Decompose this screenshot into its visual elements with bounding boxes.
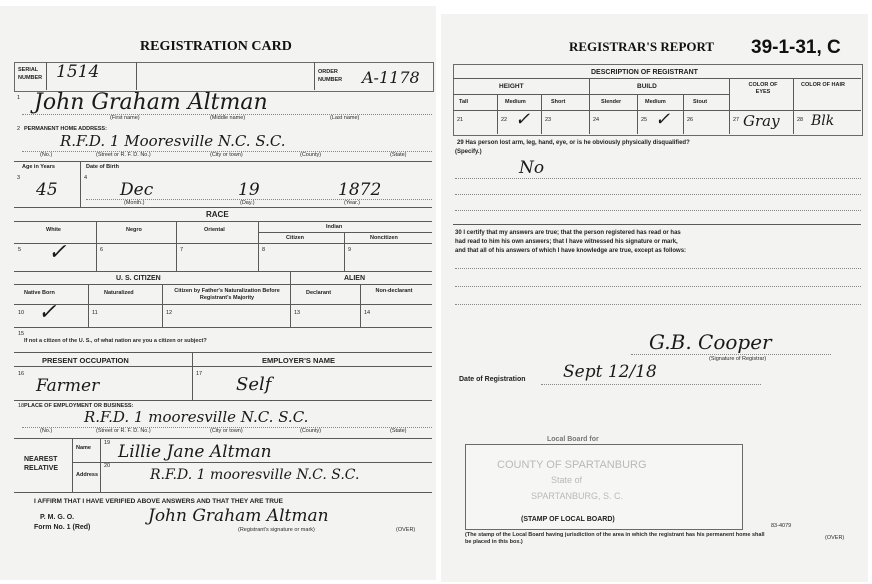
field-number: 26 — [687, 117, 694, 123]
last-name-label: (Last name) — [330, 115, 360, 121]
divider — [136, 62, 137, 90]
us-citizen-label: U. S. CITIZEN — [116, 275, 161, 282]
field-number: 28 — [797, 117, 804, 123]
divider — [314, 62, 315, 90]
certify-text-line-1: 30 I certify that my answers are true; that the person registered has read or has — [455, 230, 681, 236]
age-value: 45 — [36, 180, 58, 200]
local-board-header: Local Board for — [547, 436, 599, 443]
place-county-label: (County) — [300, 428, 322, 434]
relative-name-value: Lillie Jane Altman — [118, 442, 272, 462]
divider — [793, 78, 794, 134]
home-address-value: R.F.D. 1 Mooresville N.C. S.C. — [60, 132, 286, 150]
height-medium-label: Medium — [505, 99, 526, 105]
form-id-line-1: P. M. G. O. — [40, 514, 75, 521]
dob-label: Date of Birth — [86, 164, 119, 170]
divider — [72, 438, 73, 492]
field-number: 13 — [294, 310, 301, 316]
divider — [258, 232, 432, 233]
native-born-checkmark: ✓ — [38, 300, 57, 325]
hair-label: COLOR OF HAIR — [801, 82, 845, 88]
divider — [589, 78, 590, 134]
order-number-value: A-1178 — [362, 68, 420, 87]
serial-number-value: 1514 — [56, 62, 100, 82]
over-label: (OVER) — [396, 527, 416, 533]
signature-label: (Registrant's signature or mark) — [238, 527, 315, 533]
field-number: 14 — [364, 310, 371, 316]
registrars-report-back — [441, 14, 868, 582]
indian-noncitizen-label: Noncitizen — [370, 235, 398, 241]
divider — [541, 94, 542, 134]
divider — [88, 284, 89, 327]
dob-year-value: 1872 — [338, 180, 382, 200]
place-state-label: (State) — [390, 428, 407, 434]
blank-line — [455, 304, 861, 305]
alien-label: ALIEN — [344, 275, 365, 282]
registrar-signature: G.B. Cooper — [649, 330, 772, 354]
print-code: 83-4079 — [771, 523, 792, 529]
divider — [344, 232, 345, 271]
naturalized-label: Naturalized — [104, 290, 134, 296]
blank-line — [455, 286, 861, 287]
field-number: 23 — [545, 117, 552, 123]
height-medium-checkmark: ✓ — [515, 109, 531, 130]
divider — [14, 271, 432, 272]
employer-label: EMPLOYER'S NAME — [262, 356, 336, 365]
divider — [360, 284, 361, 327]
indian-citizen-label: Citizen — [286, 235, 305, 241]
race-label: RACE — [206, 210, 229, 219]
divider — [729, 78, 730, 134]
divider — [14, 492, 432, 493]
height-short-label: Short — [551, 99, 566, 105]
field-number: 20 — [104, 463, 111, 469]
form-id-line-2: Form No. 1 (Red) — [34, 524, 91, 531]
address-county-label: (County) — [300, 152, 322, 158]
field-number: 3 — [17, 175, 21, 181]
registrar-signature-label: (Signature of Registrar) — [709, 356, 767, 362]
certify-text-line-3: and that all of his answers of which I have knowledge are true, except as follows: — [455, 248, 687, 254]
affirmation-text: I AFFIRM THAT I HAVE VERIFIED ABOVE ANSWERS AND THAT THEY ARE TRUE — [34, 498, 283, 505]
field-number: 6 — [100, 247, 104, 253]
field-number: 15 — [18, 331, 25, 337]
field-number: 12 — [166, 310, 173, 316]
field-number: 1 — [17, 95, 21, 101]
blank-line — [455, 194, 861, 195]
divider — [290, 271, 291, 327]
relative-address-label: Address — [76, 472, 99, 478]
stamp-line-1: COUNTY OF SPARTANBURG — [497, 459, 647, 471]
divider — [14, 352, 432, 353]
divider — [14, 304, 432, 305]
middle-name-label: (Middle name) — [210, 115, 246, 121]
divider — [683, 94, 684, 134]
dob-day-label: (Day.) — [240, 200, 255, 206]
card-title: REGISTRATION CARD — [140, 39, 292, 54]
place-street-label: (Street or R. F. D. No.) — [96, 428, 151, 434]
q29-answer: No — [519, 158, 545, 178]
divider — [14, 438, 432, 439]
date-of-registration-label: Date of Registration — [459, 376, 526, 383]
stamp-footnote: (The stamp of the Local Board having jurisdiction of the area in which the registrant has his permanent home shall be placed in this box.) — [465, 532, 765, 546]
age-label: Age in Years — [22, 164, 55, 170]
divider — [46, 62, 47, 90]
registration-card-front — [0, 6, 436, 580]
race-negro-label: Negro — [126, 227, 142, 233]
divider — [14, 284, 432, 285]
field-number: 10 — [18, 310, 25, 316]
divider — [497, 94, 498, 134]
divider — [96, 221, 97, 271]
height-label: HEIGHT — [499, 83, 524, 90]
non-declarant-label: Non-declarant — [375, 288, 413, 294]
divider — [14, 207, 432, 208]
address-street-label: (Street or R. F. D. No.) — [96, 152, 151, 158]
divider — [14, 161, 432, 162]
eyes-label: COLOR OF EYES — [748, 82, 778, 95]
race-oriental-label: Oriental — [204, 227, 225, 233]
field-number: 21 — [457, 117, 464, 123]
field-number: 9 — [348, 247, 352, 253]
dob-year-label: (Year.) — [344, 200, 361, 206]
divider — [453, 224, 861, 225]
divider — [80, 161, 81, 207]
divider — [14, 400, 432, 401]
occupation-label: PRESENT OCCUPATION — [42, 356, 129, 365]
native-born-label: Native Born — [24, 290, 55, 296]
address-state-label: (State) — [390, 152, 407, 158]
divider — [162, 284, 163, 327]
declarant-label: Declarant — [306, 290, 332, 296]
field-number: 24 — [593, 117, 600, 123]
registrant-name-value: John Graham Altman — [34, 90, 268, 115]
field-number: 16 — [18, 371, 25, 377]
q29-specify-label: (Specify.) — [455, 149, 482, 155]
field-number: 18 — [18, 403, 25, 409]
place-of-employment-value: R.F.D. 1 mooresville N.C. S.C. — [84, 408, 309, 426]
signature-line — [631, 354, 831, 355]
dob-day-value: 19 — [238, 180, 260, 200]
divider — [258, 221, 259, 271]
stamp-line-2: State of — [551, 475, 583, 485]
occupation-value: Farmer — [36, 376, 100, 396]
stamp-line-3: SPARTANBURG, S. C. — [531, 491, 624, 501]
not-citizen-question: If not a citizen of the U. S., of what nation are you a citizen or subject? — [24, 338, 207, 344]
build-medium-label: Medium — [645, 99, 666, 105]
serial-label-1: SERIAL — [18, 67, 39, 73]
nearest-relative-label-2: RELATIVE — [24, 465, 59, 472]
serial-label-2: NUMBER — [18, 75, 43, 81]
divider — [453, 94, 729, 95]
nearest-relative-label-1: NEAREST — [24, 456, 58, 463]
q29-question: 29 Has person lost arm, leg, hand, eye, or is he obviously physically disqualified? — [457, 140, 690, 146]
height-tall-label: Tall — [459, 99, 469, 105]
field-number: 11 — [92, 310, 98, 316]
stamp-label: (STAMP OF LOCAL BOARD) — [521, 516, 615, 523]
race-white-label: White — [46, 227, 61, 233]
field-number: 2 — [17, 126, 21, 132]
certify-text-line-2: had read to him his own answers; that I have witnessed his signature or mark, — [455, 239, 678, 245]
divider — [14, 221, 432, 222]
divider — [14, 243, 432, 244]
field-number: 25 — [641, 117, 648, 123]
blank-line — [455, 268, 861, 269]
eye-color-value: Gray — [743, 112, 780, 130]
place-no-label: (No.) — [40, 428, 53, 434]
race-white-checkmark: ✓ — [48, 240, 67, 265]
dob-month-label: (Month.) — [124, 200, 145, 206]
field-number: 22 — [501, 117, 508, 123]
race-indian-label: Indian — [326, 224, 343, 230]
relative-address-value: R.F.D. 1 mooresville N.C. S.C. — [150, 467, 360, 483]
date-of-registration-value: Sept 12/18 — [563, 362, 657, 382]
divider — [100, 438, 101, 492]
home-address-label: PERMANENT HOME ADDRESS: — [24, 126, 107, 132]
registrant-signature: John Graham Altman — [148, 506, 329, 526]
field-number: 27 — [733, 117, 740, 123]
address-no-label: (No.) — [40, 152, 53, 158]
relative-name-label: Name — [76, 445, 91, 451]
divider — [453, 78, 861, 79]
build-stout-label: Stout — [693, 99, 708, 105]
order-label-2: NUMBER — [318, 77, 343, 83]
blank-line — [455, 210, 861, 211]
divider — [14, 327, 432, 328]
field-number: 4 — [84, 175, 88, 181]
field-number: 5 — [18, 247, 22, 253]
report-title: REGISTRAR'S REPORT — [569, 39, 715, 54]
divider — [14, 366, 432, 367]
description-label: DESCRIPTION OF REGISTRANT — [591, 69, 698, 76]
blank-line — [455, 178, 861, 179]
report-code: 39-1-31, C — [751, 37, 841, 58]
field-number: 7 — [180, 247, 184, 253]
field-number: 19 — [104, 440, 111, 446]
divider — [72, 462, 432, 463]
field-number: 17 — [196, 371, 203, 377]
first-name-label: (First name) — [110, 115, 140, 121]
hair-color-value: Blk — [811, 113, 835, 129]
divider — [192, 352, 193, 400]
address-city-label: (City or town) — [210, 152, 243, 158]
dob-month-value: Dec — [120, 180, 154, 200]
build-slender-label: Slender — [601, 99, 622, 105]
field-number: 8 — [262, 247, 266, 253]
employer-value: Self — [236, 374, 272, 395]
over-label: (OVER) — [825, 535, 845, 541]
divider — [637, 94, 638, 134]
order-label-1: ORDER — [318, 69, 338, 75]
date-line — [541, 384, 761, 385]
place-of-employment-label: PLACE OF EMPLOYMENT OR BUSINESS: — [24, 403, 134, 409]
build-label: BUILD — [637, 83, 657, 90]
divider — [176, 221, 177, 271]
build-medium-checkmark: ✓ — [655, 109, 671, 130]
place-city-label: (City or town) — [210, 428, 243, 434]
fathers-naturalization-label: Citizen by Father's Naturalization Before Registrant's Majority — [174, 288, 280, 301]
